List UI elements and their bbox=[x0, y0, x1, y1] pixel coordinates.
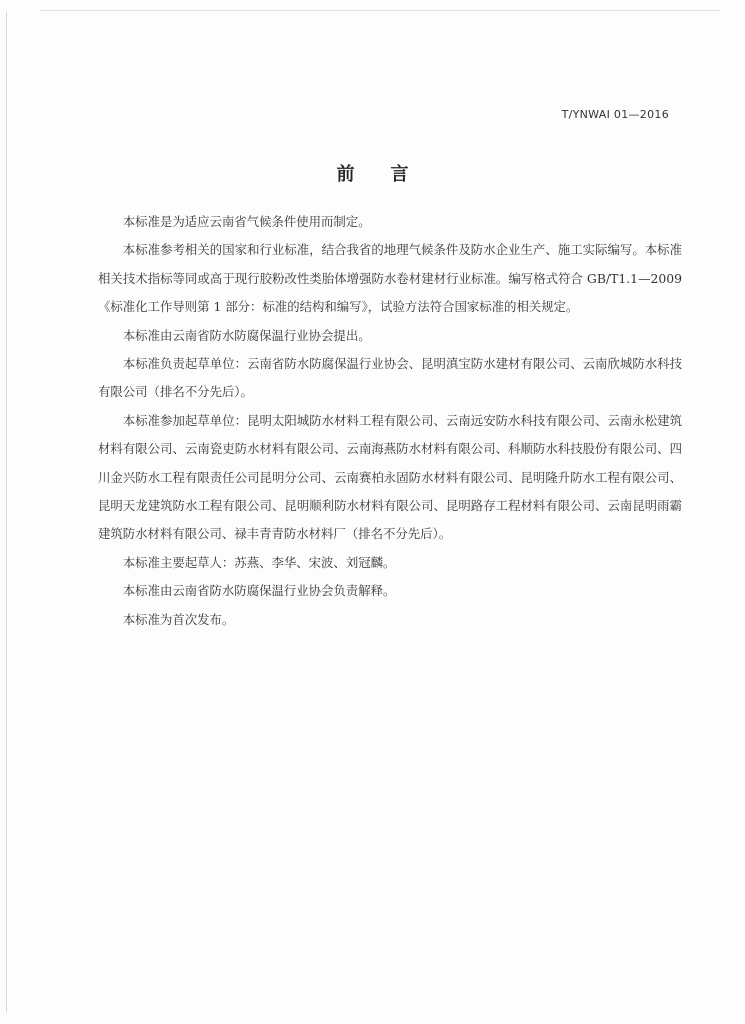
paragraph-participating-drafters: 本标准参加起草单位：昆明太阳城防水材料工程有限公司、云南远安防水科技有限公司、云南永松建筑材料有限公司、云南瓷吏防水材料有限公司、云南海燕防水材料有限公司、科顺防水科技股份有限公司、四川金兴防水工程有限责任公司昆明分公司、云南赛柏永固防水材料有限公司、昆明隆升防水工程有限公司、昆明天龙建筑防水工程有限公司、昆明顺利防水材料有限公司、昆明路存工程材料有限公司、云南昆明雨霸建筑防水材料有限公司、禄丰青青防水材料厂（排名不分先后）。 bbox=[98, 412, 682, 542]
page-title: 前言 bbox=[336, 164, 445, 185]
paragraph-main-authors: 本标准主要起草人：苏燕、李华、宋波、刘冠麟。 bbox=[122, 554, 396, 570]
paragraph-first-release: 本标准为首次发布。 bbox=[122, 611, 235, 627]
paragraph-interpretation: 本标准由云南省防水防腐保温行业协会负责解释。 bbox=[122, 583, 396, 599]
paragraph-purpose: 本标准是为适应云南省气候条件使用而制定。 bbox=[122, 214, 371, 229]
document-code: T/YNWAI 01—2016 bbox=[561, 108, 669, 121]
scan-edge-top bbox=[40, 10, 720, 11]
paragraph-lead-drafters: 本标准负责起草单位：云南省防水防腐保温行业协会、昆明滇宝防水建材有限公司、云南欣城防水科技有限公司（排名不分先后）。 bbox=[98, 356, 682, 400]
document-body bbox=[98, 208, 682, 634]
paragraph-proposer: 本标准由云南省防水防腐保温行业协会提出。 bbox=[122, 327, 371, 343]
paragraph-references: 本标准参考相关的国家和行业标准，结合我省的地理气候条件及防水企业生产、施工实际编写。本标准相关技术指标等同或高于现行胶粉改性类胎体增强防水卷材建材行业标准。编写格式符合 GB/T1.1—2009《标准化工作导则第 1 部分：标准的结构和编写》，试验方法符合国家标准的相关规定。 bbox=[98, 242, 682, 315]
